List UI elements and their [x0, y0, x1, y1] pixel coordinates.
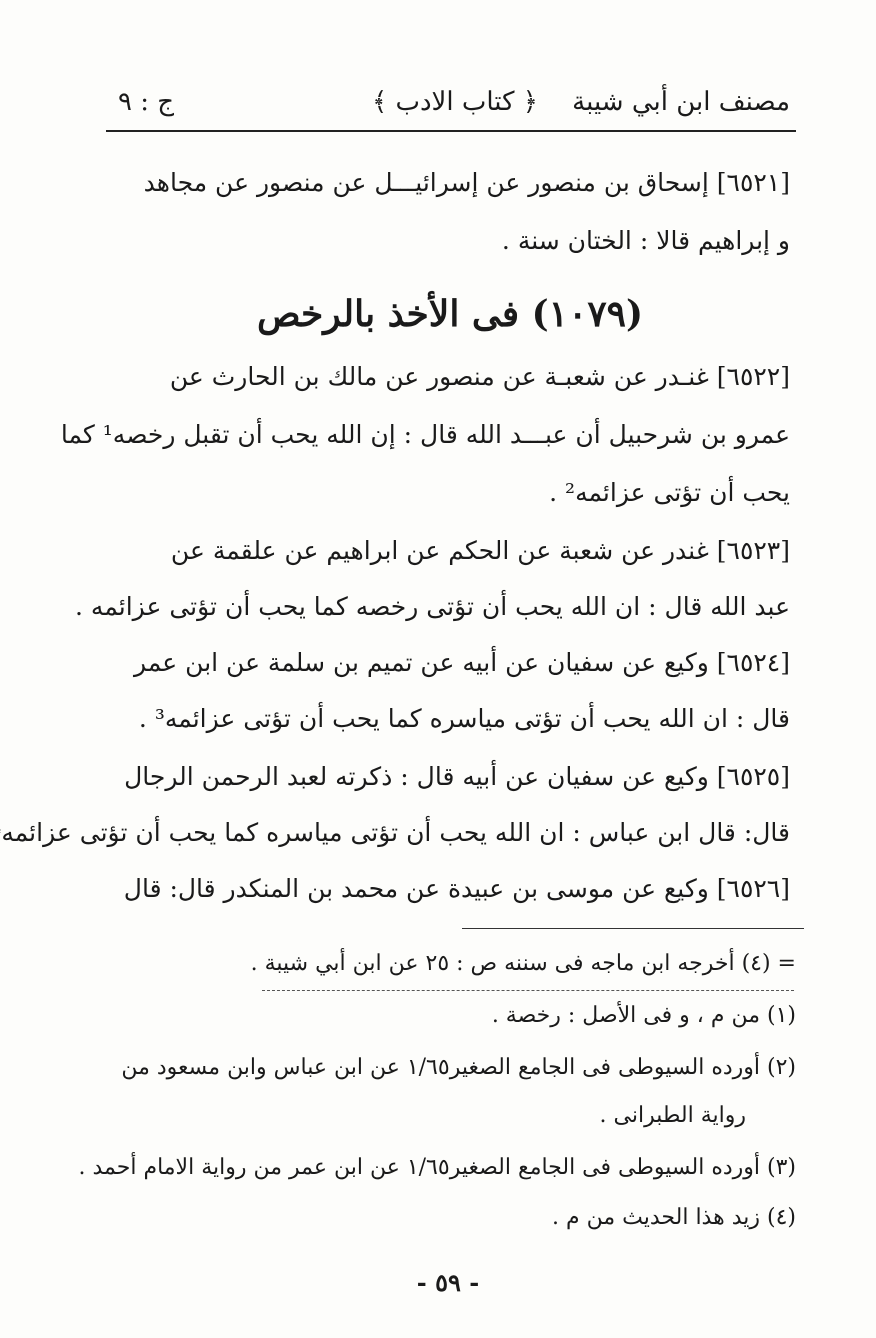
header-divider: [106, 130, 796, 132]
hadith-6521-line-1: [٦٥٢١] إسحاق بن منصور عن إسرائيـــل عن منصور عن مجاهد: [143, 168, 790, 197]
hadith-6524-line-2: قال : ان الله يحب أن تؤتى مياسره كما يحب أن تؤتى عزائمه³ .: [138, 704, 790, 733]
page-number: - ٥٩ -: [416, 1268, 480, 1297]
hadith-6524-line-1: [٦٥٢٤] وكيع عن سفيان عن أبيه عن تميم بن سلمة عن ابن عمر: [134, 648, 790, 677]
hadith-6525-line-2: قال: قال ابن عباس : ان الله يحب أن تؤتى مياسره كما يحب أن تؤتى عزائمه: [1, 818, 790, 847]
footnote-2: (٢) أورده السيوطى فى الجامع الصغير١/٦٥ عن ابن عباس وابن مسعود من: [121, 1055, 796, 1080]
hadith-6522-line-3: يحب أن تؤتى عزائمه² .: [549, 478, 790, 507]
hadith-6522-line-1: [٦٥٢٢] غنـدر عن شعبـة عن منصور عن مالك بن الحارث عن: [169, 362, 790, 391]
hadith-6525-line-1: [٦٥٢٥] وكيع عن سفيان عن أبيه قال : ذكرته لعبد الرحمن الرجال: [124, 762, 790, 791]
chapter-heading: (١٠٧٩) فى الأخذ بالرخص: [256, 293, 644, 335]
hadith-6522-line-2: عمرو بن شرحبيل أن عبـــد الله قال : إن الله يحب أن تقبل رخصه¹ كما: [60, 420, 790, 449]
header-volume: ج : ٩: [118, 87, 175, 117]
footnote-continued: = (٤) أخرجه ابن ماجه فى سننه ص : ٢٥ عن ابن أبي شيبة .: [250, 951, 796, 976]
header-chapter-title: ﴿ كتاب الادب ﴾: [372, 87, 538, 117]
footnote-2-continued: رواية الطبرانى .: [599, 1103, 746, 1128]
footnote-4: (٤) زيد هذا الحديث من م .: [552, 1205, 796, 1230]
footnote-dotted-divider: [262, 990, 794, 991]
hadith-6523-line-1: [٦٥٢٣] غندر عن شعبة عن الحكم عن ابراهيم عن علقمة عن: [170, 536, 790, 565]
footnote-1: (١) من م ، و فى الأصل : رخصة .: [491, 1003, 796, 1028]
footnote-divider: [462, 928, 804, 929]
hadith-6521-line-2: و إبراهيم قالا : الختان سنة .: [501, 226, 790, 255]
hadith-6523-line-2: عبد الله قال : ان الله يحب أن تؤتى رخصه كما يحب أن تؤتى عزائمه .: [75, 592, 790, 621]
header-book-title: مصنف ابن أبي شيبة: [572, 87, 790, 117]
footnote-3: (٣) أورده السيوطى فى الجامع الصغير١/٦٥ عن ابن عمر من رواية الامام أحمد .: [78, 1155, 796, 1180]
hadith-6526-line-1: [٦٥٢٦] وكيع عن موسى بن عبيدة عن محمد بن المنكدر قال: قال: [123, 874, 790, 903]
